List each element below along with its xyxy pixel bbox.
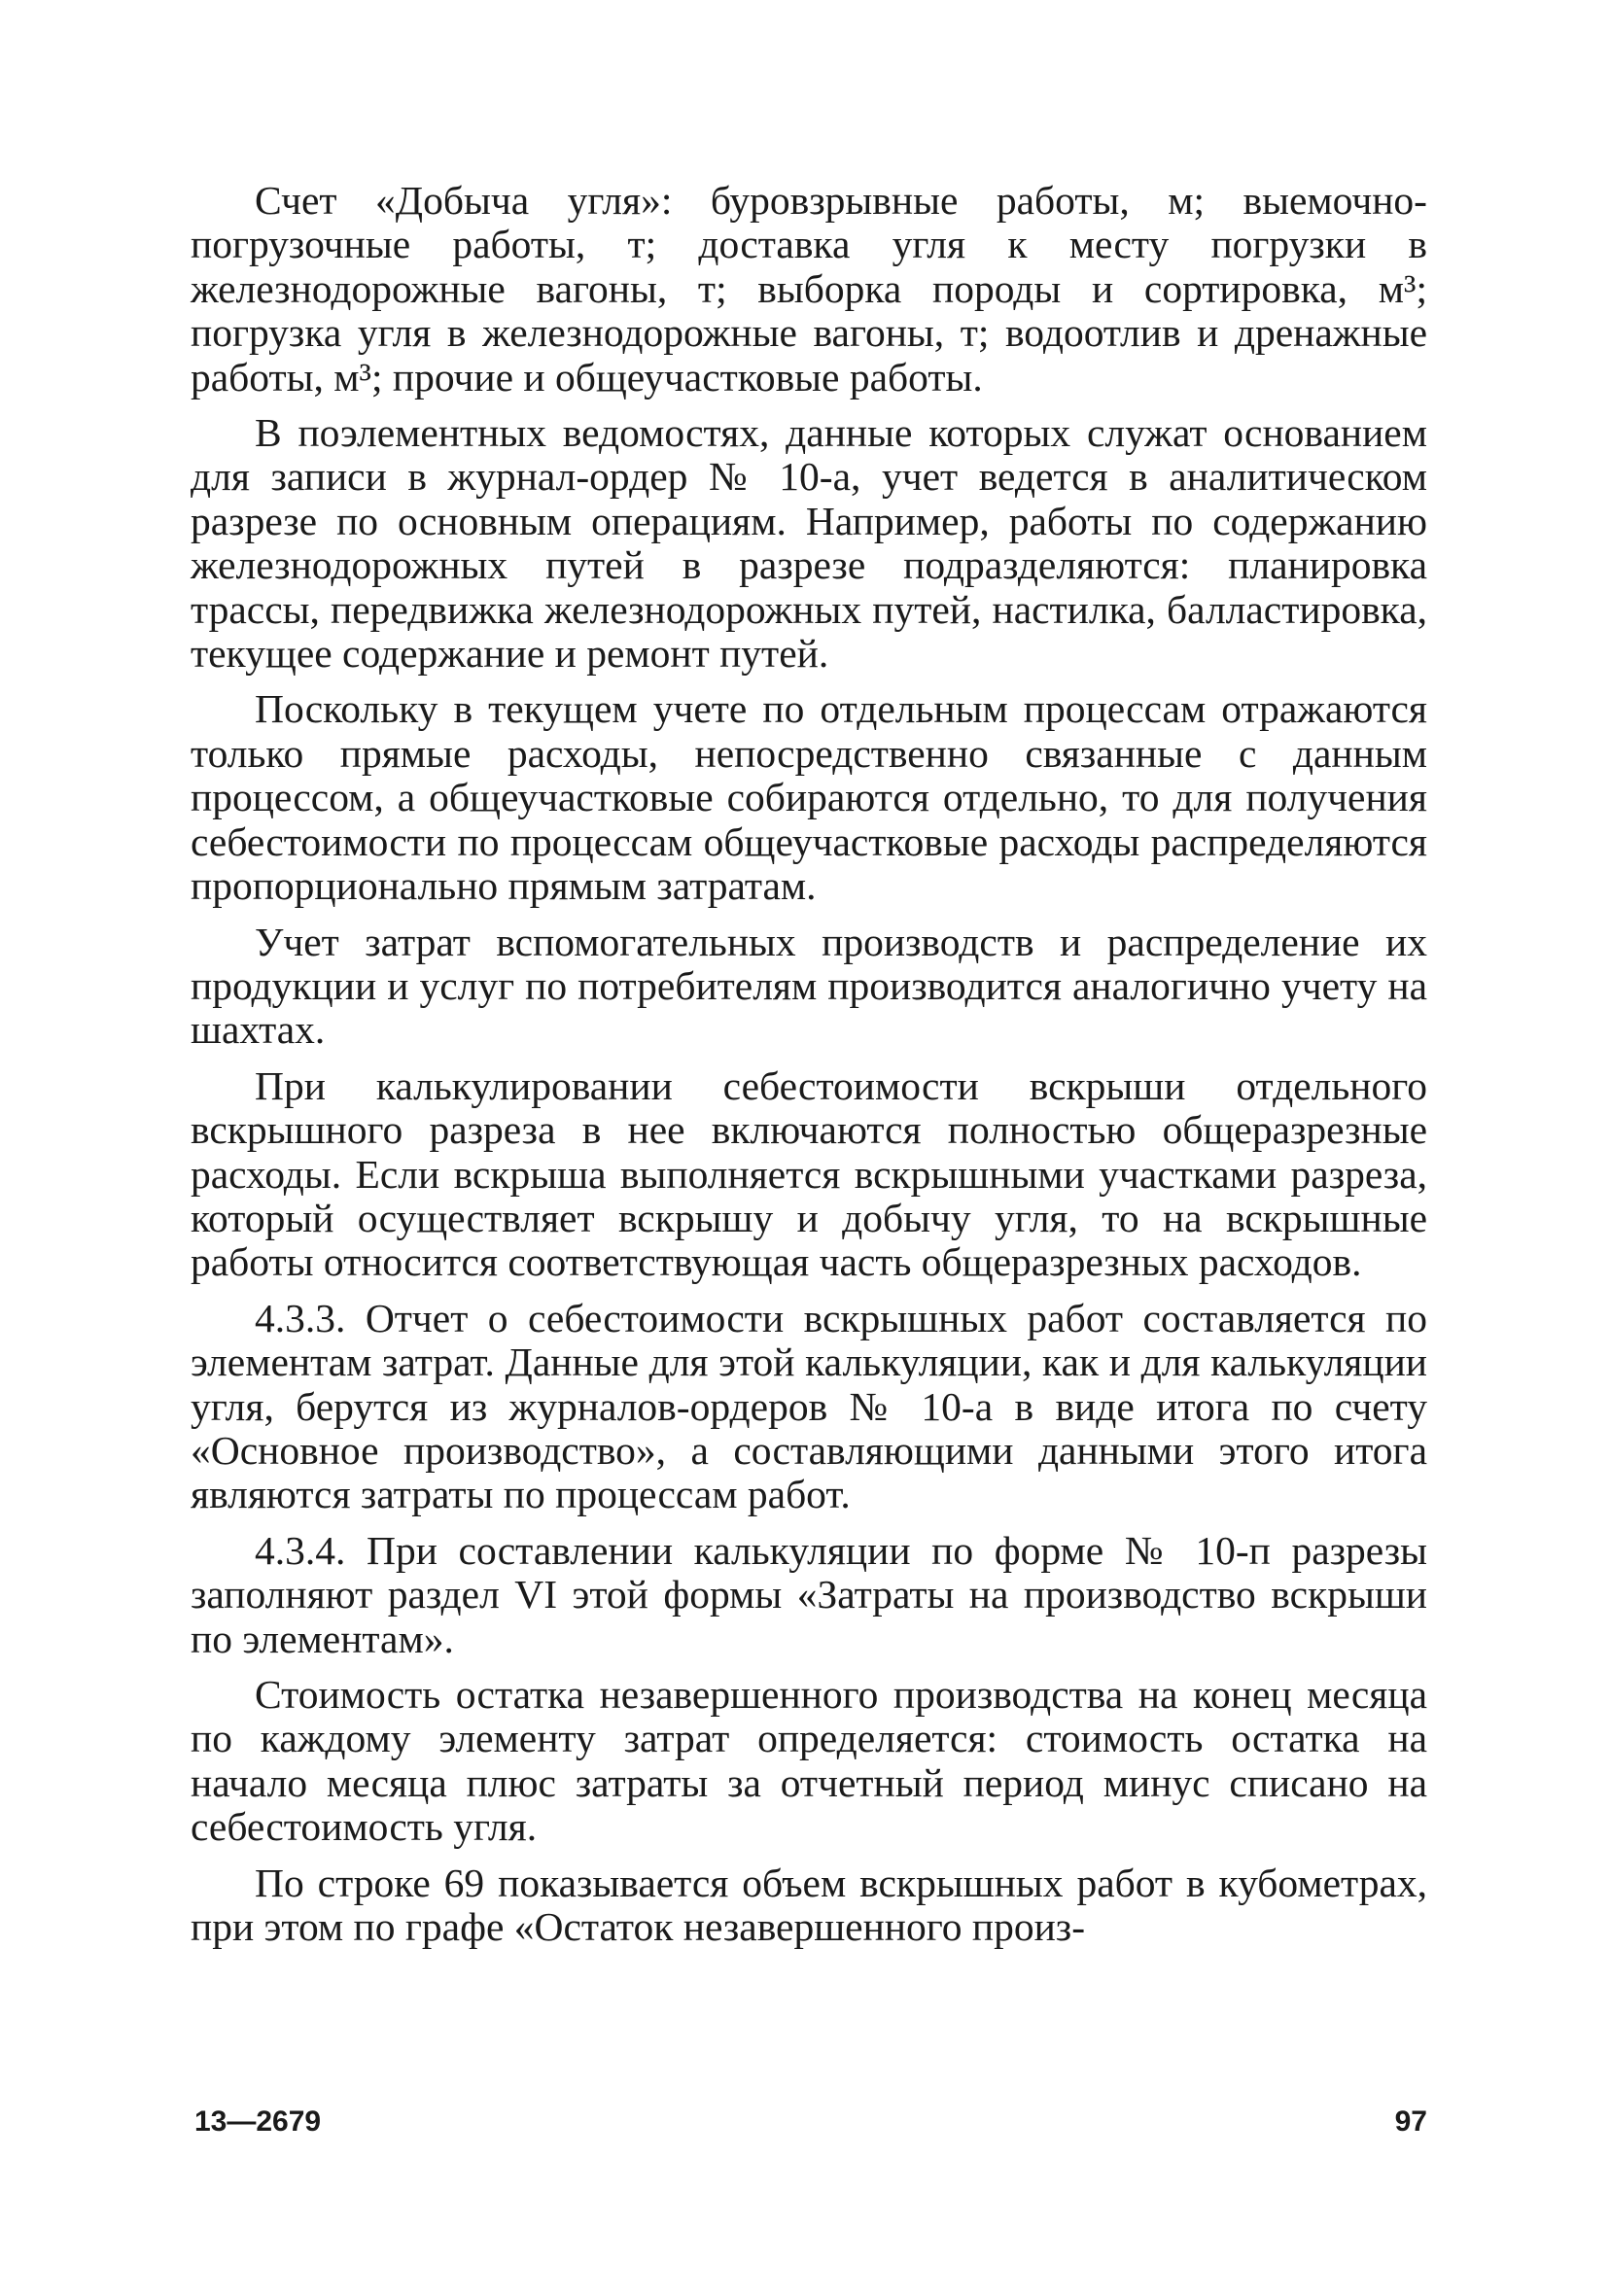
paragraph-element-statements: В поэлементных ведомостях, данные которых служат основанием для записи в журнал-ордер № 10-а, учет ведется в аналитическом разрезе по основным операциям. Например, работы по содержанию железнодорожных путей в разрезе подразделяются: планировка трассы, передвижка железнодорожных путей, настилка, балластировка, текущее содержание и ремонт путей. <box>191 410 1427 677</box>
paragraph-section-4-3-3: 4.3.3. Отчет о себестоимости вскрышных работ составляется по элементам затрат. Данные для этой калькуляции, как и для калькуляции угля, берутся из журналов-ордеров № 10-а в виде итога по счету «Основное производство», а составляющими данными этого итога являются затраты по процессам работ. <box>191 1295 1427 1517</box>
paragraph-overburden-costing: При калькулировании себестоимости вскрыши отдельного вскрышного разреза в нее включаются полностью общеразрезные расходы. Если вскрыша выполняется вскрышными участками разреза, который осуществляет вскрышу и добычу угля, то на вскрышные работы относится соответствующая часть общеразрезных расходов. <box>191 1062 1427 1285</box>
paragraph-auxiliary-production: Учет затрат вспомогательных производств и распределение их продукции и услуг по потребителям производится аналогично учету на шахтах. <box>191 919 1427 1053</box>
printer-signature: 13—2679 <box>194 2105 322 2138</box>
book-page <box>191 178 1427 2138</box>
page-footer <box>191 2098 1427 2146</box>
paragraph-section-4-3-4: 4.3.4. При составлении калькуляции по форме № 10-п разрезы заполняют раздел VI этой формы «Затраты на производство вскрыши по элементам». <box>191 1527 1427 1661</box>
paragraph-coal-mining-account: Счет «Добыча угля»: буровзрывные работы, м; выемочно-погрузочные работы, т; доставка угля к месту погрузки в железнодорожные вагоны, т; выборка породы и сортировка, м³; погрузка угля в железнодорожные вагоны, т; водоотлив и дренажные работы, м³; прочие и общеучастковые работы. <box>191 178 1427 400</box>
body-text <box>191 179 1427 1949</box>
paragraph-work-in-progress: Стоимость остатка незавершенного производства на конец месяца по каждому элементу затрат определяется: стоимость остатка на начало месяца плюс затраты за отчетный период минус списано на себестоимость угля. <box>191 1672 1427 1850</box>
paragraph-line-69: По строке 69 показывается объем вскрышных работ в кубометрах, при этом по графе «Остаток незавершенного произ- <box>191 1860 1427 1950</box>
paragraph-overhead-distribution: Поскольку в текущем учете по отдельным процессам отражаются только прямые расходы, непосредственно связанные с данным процессом, а общеучастковые собираются отдельно, то для получения себестоимости по процессам общеучастковые расходы распределяются пропорционально прямым затратам. <box>191 686 1427 909</box>
page-number: 97 <box>1394 2105 1427 2138</box>
